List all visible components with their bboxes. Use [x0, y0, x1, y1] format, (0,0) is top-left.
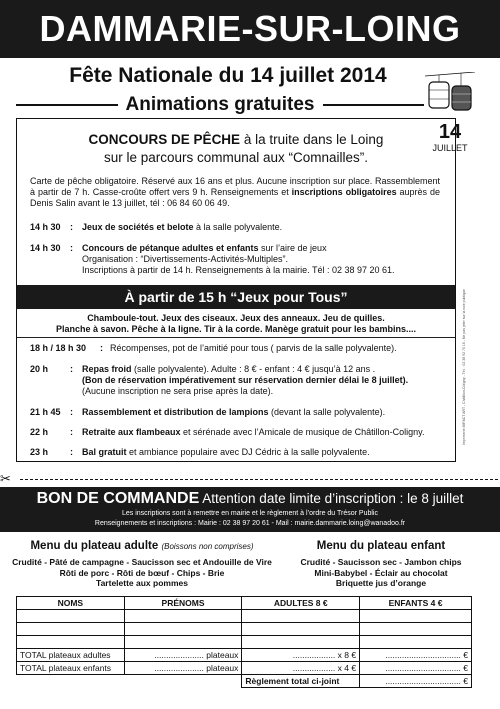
children-plateaux-field[interactable]: ..................... plateaux: [124, 662, 242, 675]
table-header-row: NOMS PRÉNOMS ADULTES 8 € ENFANTS 4 €: [17, 597, 472, 610]
order-form-banner: BON DE COMMANDE Attention date limite d’inscription : le 8 juillet Les inscriptions sont à remettre en mairie et le règlement à l’ordre du Trésor Public Renseignements et inscriptions : Mairie : 02 38 97 20 61 - Mail : mairie.dammarie.loing@wanadoo.fr: [0, 487, 500, 532]
scissors-icon: ✂: [0, 471, 11, 486]
divider: [17, 337, 455, 338]
date-number: 14: [438, 121, 462, 143]
table-row[interactable]: [17, 610, 472, 623]
fishing-title: CONCOURS DE PÊCHE à la truite dans le Loing: [88, 132, 384, 147]
cut-line: [20, 479, 498, 480]
fishing-details: Carte de pêche obligatoire. Réservé aux 16 ans et plus. Aucune inscription sur place. Rassemblement à partir de 7 h. Casse-croûte offert vers 9 h. Renseignements et inscriptions obligatoires auprès de Denis Salin avant le 13 juillet, tél : 06 84 60 06 49.: [30, 176, 441, 208]
payment-row: Règlement total ci-joint ................................ €: [17, 675, 472, 688]
divider: [323, 104, 425, 106]
games-list: Chamboule-tout. Jeux des ciseaux. Jeux des anneaux. Jeu de quilles. Planche à savon. Pêche à la ligne. Tir à la corde. Manège gratuit pour les bambins....: [56, 313, 416, 334]
fishing-location: sur le parcours communal aux “Comnailles”.: [103, 150, 369, 165]
divider: [16, 104, 118, 106]
adult-menu: Menu du plateau adulte (Boissons non comprises) Crudité - Pâté de campagne - Saucisson sec et Andouille de Vire Rôti de porc - Rôti de bœuf - Chips - Brie Tartelette aux pommes: [12, 540, 272, 588]
order-table: [16, 596, 472, 688]
lantern-icon: [425, 72, 475, 118]
games-band: À partir de 15 h “Jeux pour Tous”: [17, 285, 455, 309]
animations-heading: [16, 92, 424, 118]
printer-credit: Imprimerie IMPACT ART - Châtillon-Coligny - Tél. : 02 38 92 70 16 - Ne pas jeter sur la voie publique: [462, 289, 466, 445]
town-banner: [0, 0, 500, 58]
date-month: JUILLET: [432, 143, 468, 153]
total-children-row: TOTAL plateaux enfants ..................... plateaux .................. x 4 € ................................ €: [17, 662, 472, 675]
table-row[interactable]: [17, 636, 472, 649]
event-title: Fête Nationale du 14 juillet 2014: [69, 64, 387, 87]
payment-total-field[interactable]: ................................ €: [360, 675, 472, 688]
children-total-field[interactable]: ................................ €: [360, 662, 472, 675]
total-adults-row: TOTAL plateaux adultes ..................... plateaux .................. x 8 € ................................ €: [17, 649, 472, 662]
table-row[interactable]: [17, 623, 472, 636]
child-menu: Menu du plateau enfant Crudité - Saucisson sec - Jambon chips Mini-Babybel - Éclair au chocolat Briquette jus d’orange: [300, 540, 462, 588]
town-name: DAMMARIE-SUR-LOING: [39, 8, 461, 49]
animations-title: Animations gratuites: [125, 94, 315, 115]
